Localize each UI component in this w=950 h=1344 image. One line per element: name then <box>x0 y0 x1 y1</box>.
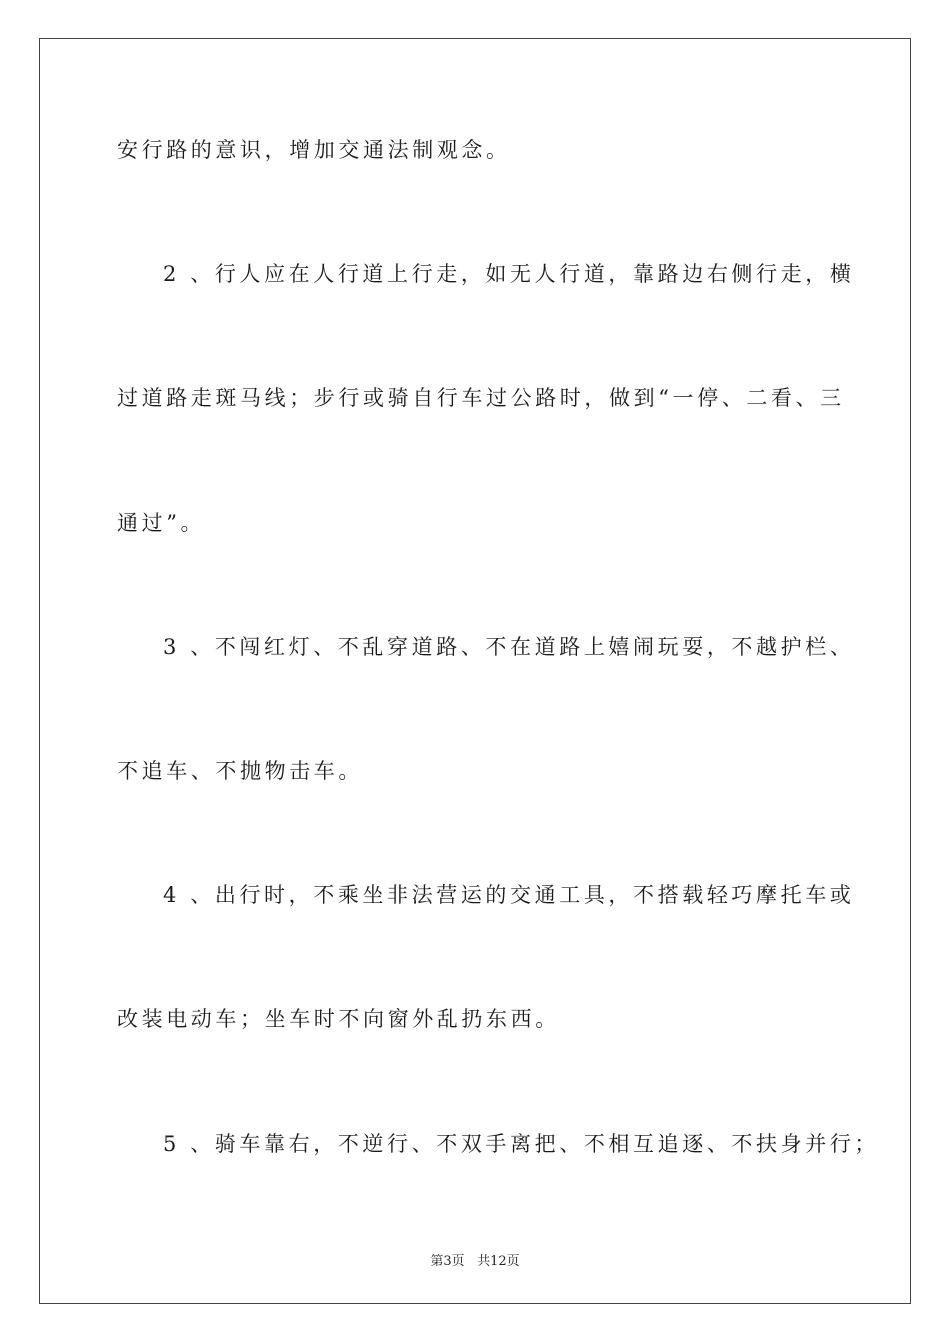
paragraph-line: 2 、行人应在人行道上行走，如无人行道，靠路边右侧行走，横 <box>163 262 855 286</box>
paragraph-line: 安行路的意识，增加交通法制观念。 <box>117 138 511 162</box>
page-total: 共12页 <box>477 1254 520 1269</box>
paragraph-line: 不追车、不抛物击车。 <box>117 759 363 783</box>
paragraph-line: 3 、不闯红灯、不乱穿道路、不在道路上嬉闹玩耍，不越护栏、 <box>163 635 855 659</box>
paragraph-line: 通过”。 <box>117 511 206 535</box>
paragraph-line: 5 、骑车靠右，不逆行、不双手离把、不相互追逐、不扶身并行； <box>163 1132 880 1156</box>
page-border <box>39 38 911 1304</box>
paragraph-line: 过道路走斑马线；步行或骑自行车过公路时，做到“一停、二看、三 <box>117 386 845 410</box>
page-footer <box>0 1250 950 1269</box>
page-number: 第3页 <box>430 1254 465 1269</box>
paragraph-line: 4 、出行时，不乘坐非法营运的交通工具，不搭载轻巧摩托车或 <box>163 883 855 907</box>
paragraph-line: 改装电动车；坐车时不向窗外乱扔东西。 <box>117 1007 560 1031</box>
